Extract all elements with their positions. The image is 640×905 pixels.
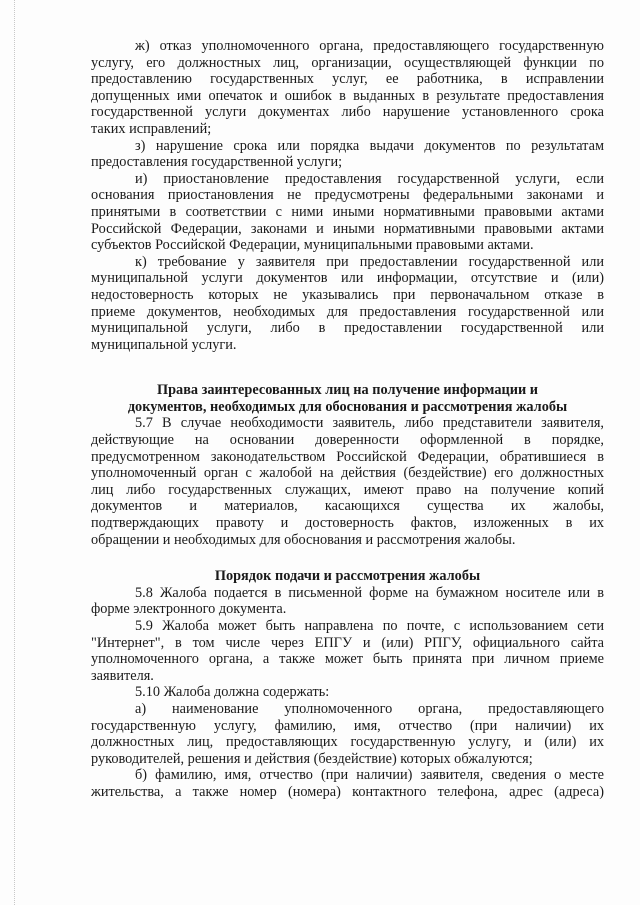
document-body: [91, 38, 604, 801]
text-line: таких исправлений;: [91, 120, 212, 137]
text-line: обращении и необходимых для обоснования и рассмотрения жалобы.: [91, 531, 516, 548]
paragraph-5-9: [91, 618, 604, 684]
text-line: и) приостановление предоставления государственной услуги, если: [135, 170, 604, 187]
text-line: допущенных ими опечаток и ошибок в выданных в результате предоставления: [91, 87, 604, 104]
text-line: ж) отказ уполномоченного органа, предоставляющего государственную: [135, 38, 604, 54]
text-line: уполномоченный орган с жалобой на действия (бездействие) его должностных: [91, 465, 604, 482]
scan-edge-line: [14, 0, 15, 905]
text-line: муниципальной услуги, либо в предоставлении государственной или: [91, 320, 604, 337]
section-heading-procedure: [91, 568, 604, 585]
paragraph-5-7: [91, 415, 604, 548]
text-line: лиц либо государственных служащих, имеют право на получение копий: [91, 481, 604, 498]
spacer: [91, 548, 604, 568]
text-line: заявителя.: [91, 667, 154, 684]
paragraph-5-8: [91, 585, 604, 618]
text-line: основания приостановления не предусмотрены федеральными законами и: [91, 187, 604, 204]
text-line: документов и материалов, касающихся существа их жалобы,: [91, 498, 604, 515]
paragraph-item-a: [91, 701, 604, 767]
text-line: руководителей, решения и действия (бездействие) которых обжалуются;: [91, 750, 533, 767]
text-line: услугу, его должностных лиц, организации, осуществляющей функции по: [91, 54, 604, 71]
heading-line: Права заинтересованных лиц на получение информации и: [156, 382, 538, 399]
text-line: принятыми в соответствии с ними иными нормативными правовыми актами: [91, 203, 604, 220]
text-line: "Интернет", в том числе через ЕПГУ и (или) РПГУ, официального сайта: [91, 634, 604, 651]
paragraph-item-z: [91, 138, 604, 171]
text-line: государственную услугу, фамилию, имя, отчество (при наличии) их: [91, 717, 604, 734]
text-line: муниципальной услуги.: [91, 336, 237, 353]
paragraph-item-b: [91, 767, 604, 800]
paragraph-item-k: [91, 254, 604, 354]
section-heading-rights: [91, 382, 604, 415]
text-line: 5.9 Жалоба может быть направлена по почте, с использованием сети: [135, 618, 604, 634]
text-line: муниципальной услуги документов или информации, отсутствие и (или): [91, 270, 604, 287]
text-line: 5.8 Жалоба подается в письменной форме на бумажном носителе или в: [135, 584, 604, 601]
heading-line: Порядок подачи и рассмотрения жалобы: [214, 568, 481, 585]
heading-line: документов, необходимых для обоснования и рассмотрения жалобы: [127, 398, 568, 415]
text-line: б) фамилию, имя, отчество (при наличии) заявителя, сведения о месте: [135, 767, 604, 784]
spacer: [91, 353, 604, 382]
text-line: уполномоченного органа, а также может быть принята при личном приеме: [91, 651, 604, 668]
text-line: 5.10 Жалоба должна содержать:: [135, 684, 330, 701]
text-line: недостоверность которых не указывались при первоначальном отказе в: [91, 286, 604, 303]
text-line: подтверждающих правоту и достоверность фактов, изложенных в их: [91, 515, 604, 532]
text-line: к) требование у заявителя при предоставлении государственной или: [135, 253, 604, 270]
text-line: должностных лиц, предоставляющих государственную услугу, и (или) их: [91, 734, 604, 751]
text-line: Российской Федерации, законами и иными нормативными правовыми актами: [91, 220, 604, 237]
text-line: субъектов Российской Федерации, муниципальными правовыми актами.: [91, 237, 534, 254]
text-line: з) нарушение срока или порядка выдачи документов по результатам: [135, 137, 604, 154]
text-line: предоставления государственной услуги;: [91, 154, 343, 171]
text-line: предоставлению государственных услуг, ее работника, в исправлении: [91, 71, 604, 88]
text-line: государственной услуги документах либо нарушение установленного срока: [91, 104, 604, 121]
paragraph-5-10: [91, 684, 604, 701]
paragraph-item-zh: [91, 38, 604, 138]
paragraph-item-i: [91, 171, 604, 254]
text-line: жительства, а также номер (номера) контактного телефона, адрес (адреса): [91, 783, 604, 800]
text-line: форме электронного документа.: [91, 601, 287, 618]
text-line: 5.7 В случае необходимости заявитель, либо представители заявителя,: [135, 415, 604, 432]
text-line: действующие на основании доверенности оформленной в порядке,: [91, 432, 604, 449]
text-line: а) наименование уполномоченного органа, предоставляющего: [135, 700, 604, 717]
text-line: приеме документов, необходимых для предоставления государственной или: [91, 303, 604, 320]
text-line: предусмотренном законодательством Российской Федерации, обратившиеся в: [91, 448, 604, 465]
